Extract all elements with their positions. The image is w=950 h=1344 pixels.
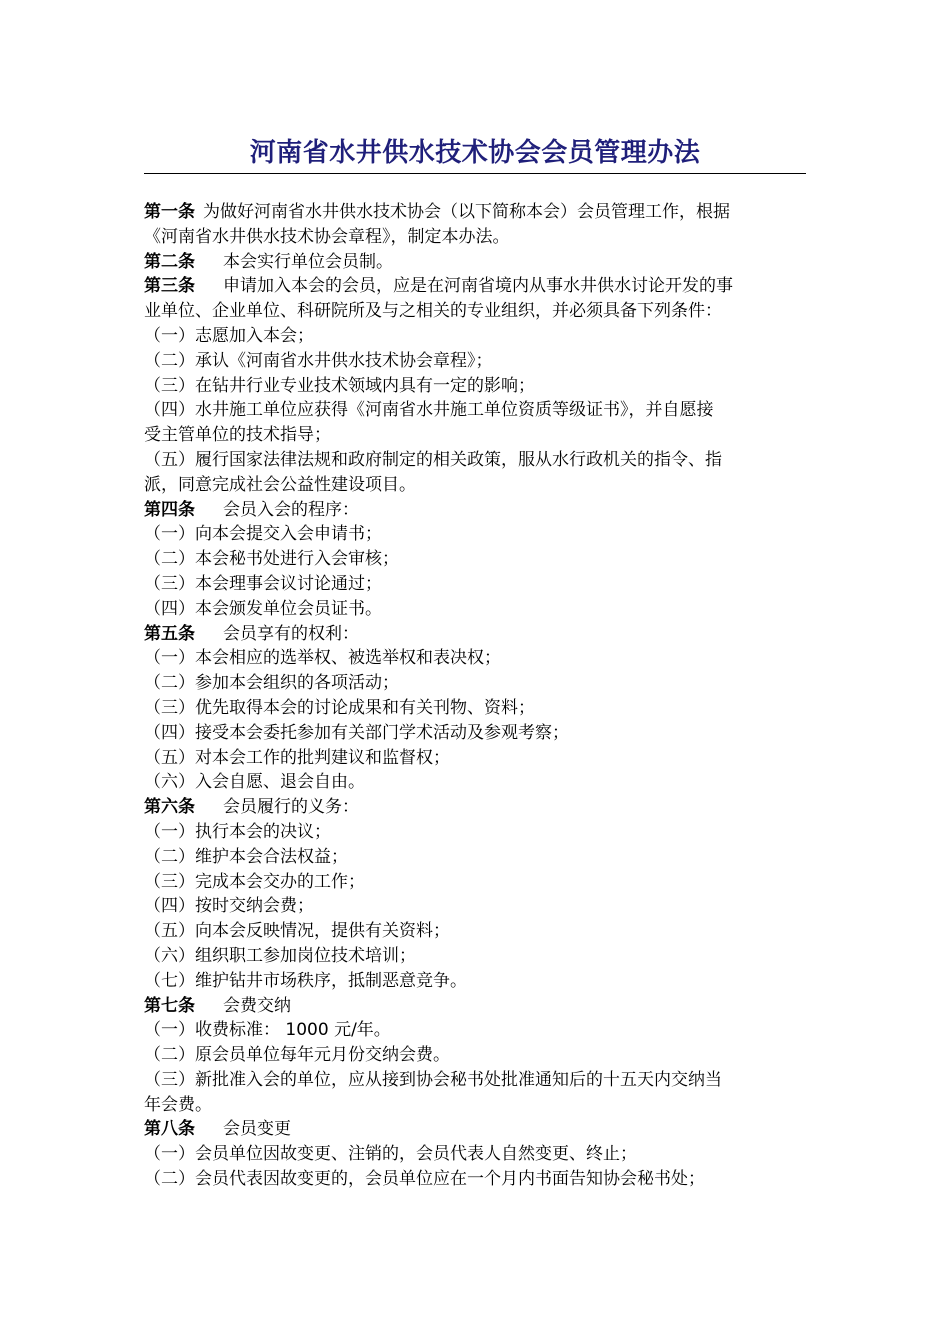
line-text: 会费交纳	[223, 995, 291, 1016]
line-text: （三）在钻井行业专业技术领域内具有一定的影响；	[144, 375, 535, 396]
article-heading-line	[144, 250, 806, 275]
line-text: （一）向本会提交入会申请书；	[144, 524, 382, 545]
article-number: 第五条	[144, 623, 195, 644]
line-text: （四）本会颁发单位会员证书。	[144, 598, 382, 619]
line-text: （五）对本会工作的批判建议和监督权；	[144, 747, 450, 768]
text-line	[144, 1167, 806, 1192]
text-line	[144, 746, 806, 771]
line-text: （二）原会员单位每年元月份交纳会费。	[144, 1045, 450, 1066]
article-number: 第七条	[144, 995, 195, 1016]
line-text: （二）参加本会组织的各项活动；	[144, 673, 399, 694]
text-line	[144, 522, 806, 547]
text-line	[144, 349, 806, 374]
document-title: 河南省水井供水技术协会会员管理办法	[249, 138, 701, 168]
text-line	[144, 1093, 806, 1118]
line-text: （一）执行本会的决议；	[144, 821, 331, 842]
article-heading-line	[144, 274, 806, 299]
line-text: （三）优先取得本会的讨论成果和有关刊物、资料；	[144, 697, 535, 718]
text-line	[144, 547, 806, 572]
line-text: 会员履行的义务：	[223, 797, 359, 818]
line-text: （二）会员代表因故变更的，会员单位应在一个月内书面告知协会秘书处；	[144, 1169, 705, 1190]
text-line	[144, 423, 806, 448]
line-text: （六）组织职工参加岗位技术培训；	[144, 945, 416, 966]
article-heading-line	[144, 498, 806, 523]
text-line	[144, 374, 806, 399]
text-line	[144, 944, 806, 969]
line-text: （五）向本会反映情况，提供有关资料；	[144, 921, 450, 942]
text-line	[144, 1043, 806, 1068]
text-line	[144, 646, 806, 671]
article-number: 第二条	[144, 251, 195, 272]
text-line	[144, 1018, 806, 1043]
document-body	[144, 200, 806, 1192]
line-text: （三）完成本会交办的工作；	[144, 871, 365, 892]
line-text: 为做好河南省水井供水技术协会（以下简称本会）会员管理工作，根据	[203, 202, 730, 222]
line-text: （六）入会自愿、退会自由。	[144, 772, 365, 793]
text-line	[144, 870, 806, 895]
line-text: 会员入会的程序：	[223, 499, 359, 520]
article-number: 第八条	[144, 1119, 195, 1140]
text-line	[144, 845, 806, 870]
text-line	[144, 770, 806, 795]
text-line	[144, 919, 806, 944]
text-line	[144, 398, 806, 423]
line-text: 《河南省水井供水技术协会章程》，制定本办法。	[144, 226, 510, 247]
text-line	[144, 299, 806, 324]
article-number: 第三条	[144, 276, 195, 297]
line-text: （四）水井施工单位应获得《河南省水井施工单位资质等级证书》，并自愿接	[144, 400, 714, 421]
line-text: 业单位、企业单位、科研院所及与之相关的专业组织，并必须具备下列条件：	[144, 301, 722, 322]
text-line	[144, 225, 806, 250]
text-line	[144, 597, 806, 622]
line-text: 申请加入本会的会员，应是在河南省境内从事水井供水讨论开发的事	[223, 276, 733, 297]
line-text: （七）维护钻井市场秩序，抵制恶意竞争。	[144, 970, 467, 991]
line-text: （二）维护本会合法权益；	[144, 846, 348, 867]
line-text: 年会费。	[144, 1094, 212, 1115]
article-number: 第四条	[144, 499, 195, 520]
text-line	[144, 969, 806, 994]
line-text: （一）会员单位因故变更、注销的，会员代表人自然变更、终止；	[144, 1144, 637, 1165]
line-text: 受主管单位的技术指导；	[144, 425, 331, 446]
line-text: （三）本会理事会议讨论通过；	[144, 573, 382, 594]
text-line	[144, 696, 806, 721]
text-line	[144, 671, 806, 696]
article-number: 第六条	[144, 797, 195, 818]
line-text: （一）志愿加入本会；	[144, 325, 314, 346]
article-heading-line	[144, 1117, 806, 1142]
text-line	[144, 1068, 806, 1093]
article-heading-line	[144, 200, 806, 225]
line-text: （二）本会秘书处进行入会审核；	[144, 549, 399, 570]
line-text: 本会实行单位会员制。	[223, 251, 393, 272]
line-text: 会员享有的权利：	[223, 623, 359, 644]
article-heading-line	[144, 994, 806, 1019]
line-text: （三）新批准入会的单位，应从接到协会秘书处批准通知后的十五天内交纳当	[144, 1069, 722, 1090]
text-line	[144, 448, 806, 473]
text-line	[144, 324, 806, 349]
line-text: 会员变更	[223, 1119, 291, 1140]
article-heading-line	[144, 795, 806, 820]
article-heading-line	[144, 622, 806, 647]
line-text: 派，同意完成社会公益性建设项目。	[144, 474, 416, 495]
article-number: 第一条	[144, 202, 195, 222]
title-divider	[144, 173, 806, 174]
text-line	[144, 894, 806, 919]
line-text: （一）收费标准： 1000 元/年。	[144, 1020, 391, 1041]
text-line	[144, 820, 806, 845]
text-line	[144, 1142, 806, 1167]
text-line	[144, 473, 806, 498]
text-line	[144, 721, 806, 746]
line-text: （一）本会相应的选举权、被选举权和表决权；	[144, 648, 501, 669]
line-text: （四）接受本会委托参加有关部门学术活动及参观考察；	[144, 722, 569, 743]
line-text: （五）履行国家法律法规和政府制定的相关政策，服从水行政机关的指令、指	[144, 449, 722, 470]
text-line	[144, 572, 806, 597]
line-text: （二）承认《河南省水井供水技术协会章程》；	[144, 350, 493, 371]
line-text: （四）按时交纳会费；	[144, 896, 314, 917]
